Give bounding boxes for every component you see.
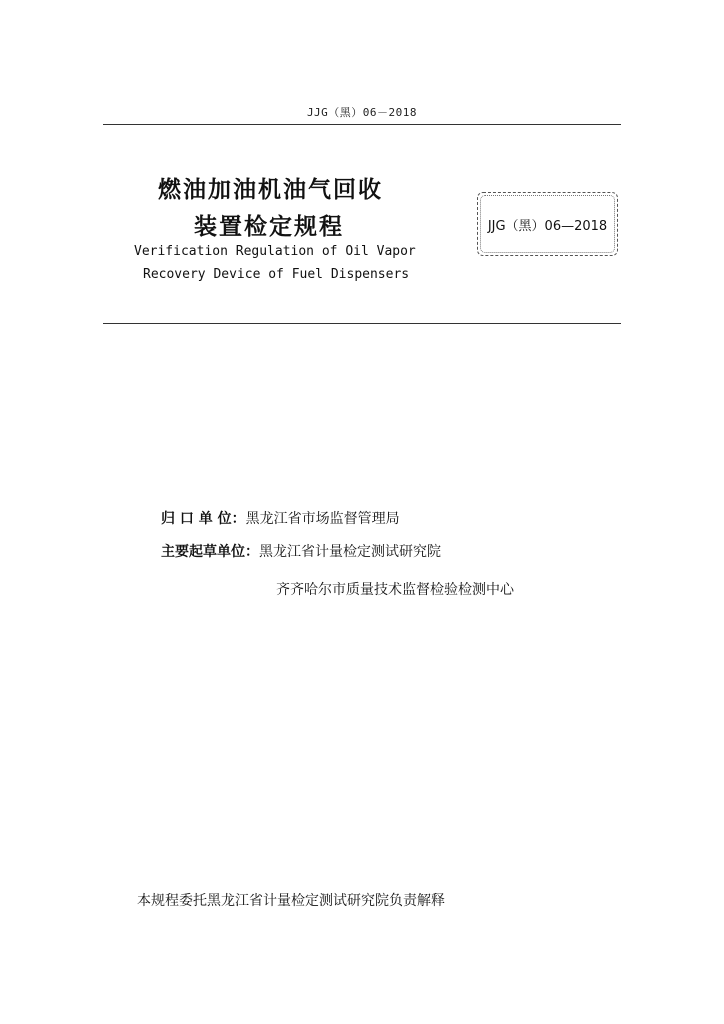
standard-code-box-text: JJG（黑）06—2018	[487, 219, 608, 234]
authority-row	[161, 508, 400, 528]
bottom-rule	[103, 323, 621, 324]
title-english-line-2: Recovery Device of Fuel Dispensers	[143, 267, 410, 282]
drafter-value-1: 黑龙江省计量检定测试研究院	[259, 544, 441, 560]
top-rule	[103, 124, 621, 125]
title-english-line-1: Verification Regulation of Oil Vapor	[134, 244, 416, 259]
drafter-row-2	[276, 579, 514, 599]
drafter-value-2: 齐齐哈尔市质量技术监督检验检测中心	[276, 582, 514, 598]
header-standard-code: JJG（黑）06－2018	[306, 106, 418, 119]
authority-label: 归 口 单 位：	[161, 511, 246, 527]
interpretation-note: 本规程委托黑龙江省计量检定测试研究院负责解释	[137, 893, 445, 909]
drafter-label: 主要起草单位：	[161, 544, 259, 560]
title-chinese-line-1: 燃油加油机油气回收	[158, 177, 383, 203]
authority-value: 黑龙江省市场监督管理局	[245, 511, 400, 527]
standard-code-box	[477, 192, 618, 256]
title-chinese-line-2: 装置检定规程	[194, 214, 344, 240]
drafter-row	[161, 541, 441, 561]
